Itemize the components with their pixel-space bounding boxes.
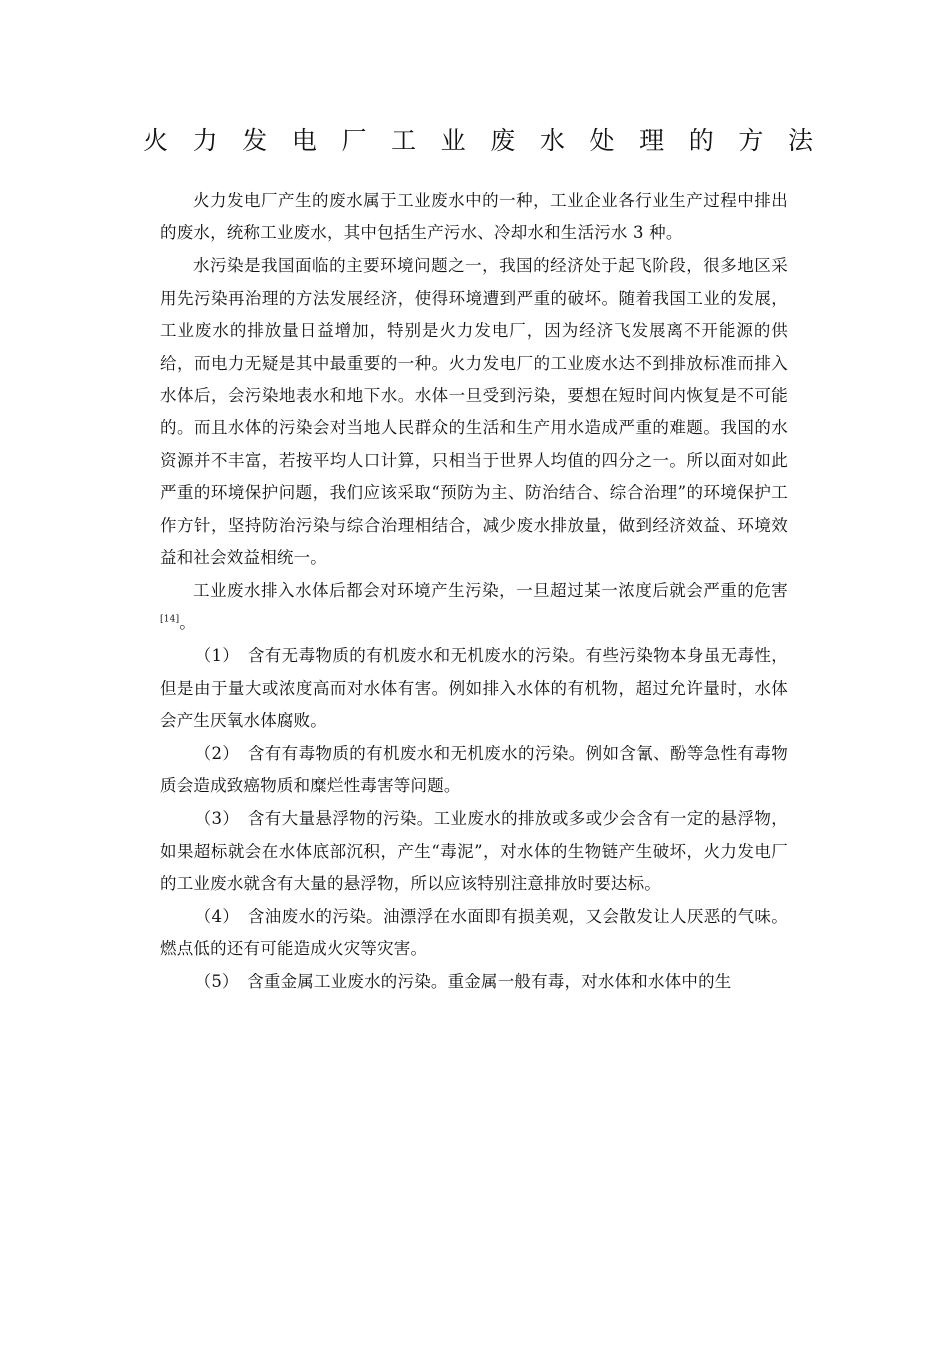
harm-intro-text: 工业废水排入水体后都会对环境产生污染，一旦超过某一浓度后就会严重的危害	[193, 580, 788, 600]
citation-reference: [14]	[160, 614, 180, 625]
paragraph-harm-intro	[160, 575, 788, 640]
list-item-3: （3） 含有大量悬浮物的污染。工业废水的排放或多或少会含有一定的悬浮物，如果超标就会在水体底部沉积，产生“毒泥”，对水体的生物链产生破坏，火力发电厂的工业废水就含有大量的悬浮物，所以应该特别注意排放时要达标。	[160, 809, 788, 894]
list-item-2: （2） 含有有毒物质的有机废水和无机废水的污染。例如含氰、酚等急性有毒物质会造成致癌物质和糜烂性毒害等问题。	[160, 743, 788, 796]
harm-intro-end: 。	[179, 613, 196, 633]
document-body	[160, 185, 788, 999]
list-item-1: （1） 含有无毒物质的有机废水和无机废水的污染。有些污染物本身虽无毒性，但是由于量大或浓度高而对水体有害。例如排入水体的有机物，超过允许量时，水体会产生厌氧水体腐败。	[160, 646, 788, 730]
list-item-4: （4） 含油废水的污染。油漂浮在水面即有损美观，又会散发让人厌恶的气味。燃点低的还有可能造成火灾等灾害。	[160, 906, 788, 959]
paragraph-wastewater-definition: 火力发电厂产生的废水属于工业废水中的一种，工业企业各行业生产过程中排出的废水，统称工业废水，其中包括生产污水、冷却水和生活污水 3 种。	[160, 191, 788, 243]
list-item-5: （5） 含重金属工业废水的污染。重金属一般有毒，对水体和水体中的生	[194, 972, 732, 992]
document-title: 火力发电厂工业废水处理的方法	[143, 126, 813, 155]
paragraph-water-pollution: 水污染是我国面临的主要环境问题之一，我国的经济处于起飞阶段，很多地区采用先污染再治理的方法发展经济，使得环境遭到严重的破坏。随着我国工业的发展，工业废水的排放量日益增加，特别是火力发电厂，因为经济飞发展离不开能源的供给，而电力无疑是其中最重要的一种。火力发电厂的工业废水达不到排放标准而排入水体后，会污染地表水和地下水。水体一旦受到污染，要想在短时间内恢复是不可能的。而且水体的污染会对当地人民群众的生活和生产用水造成严重的难题。我国的水资源并不丰富，若按平均人口计算，只相当于世界人均值的四分之一。所以面对如此严重的环境保护问题，我们应该采取“预防为主、防治结合、综合治理”的环境保护工作方针，坚持防治污染与综合治理相结合，减少废水排放量，做到经济效益、环境效益和社会效益相统一。	[160, 256, 788, 567]
